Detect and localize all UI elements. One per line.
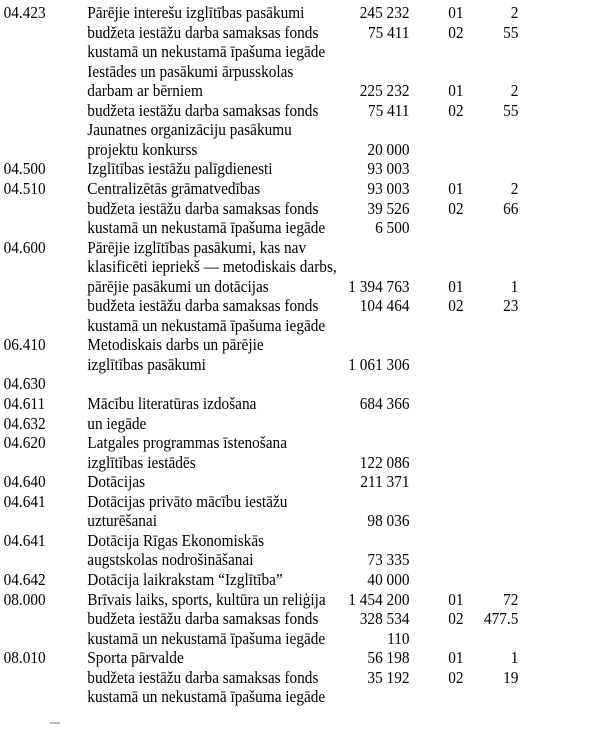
row-column-1: 01 (448, 648, 464, 668)
row-code: 08.010 (3, 648, 46, 668)
row-column-2: 72 (503, 589, 519, 609)
row-description: Sporta pārvalde (87, 648, 184, 668)
row-amount: 211 371 (360, 472, 410, 492)
row-column-1: 01 (448, 589, 464, 609)
table-row (0, 667, 540, 688)
table-row (0, 256, 540, 277)
row-description: budžeta iestāžu darba samaksas fonds (87, 22, 319, 42)
table-row (0, 647, 540, 668)
table-row (0, 119, 540, 140)
row-description: uzturēšanai (87, 511, 157, 531)
table-row (0, 276, 540, 297)
row-amount: 35 192 (367, 667, 410, 687)
row-description: budžeta iestāžu darba samaksas fonds (87, 667, 319, 687)
scan-mark (50, 722, 60, 724)
row-description: darbam ar bērniem (87, 81, 203, 101)
row-column-2: 55 (503, 100, 519, 120)
row-amount: 122 086 (359, 452, 410, 472)
row-description: kustamā un nekustamā īpašuma iegāde (87, 218, 326, 238)
row-code: 04.600 (3, 237, 46, 257)
row-description: Latgales programmas īstenošana (87, 433, 287, 453)
row-amount: 75 411 (367, 100, 410, 120)
row-column-1: 02 (448, 22, 464, 42)
row-description: Pārējie interešu izglītības pasākumi (87, 3, 305, 22)
row-amount: 93 003 (367, 159, 410, 179)
table-row (0, 237, 540, 258)
row-description: Metodiskais darbs un pārējie (87, 335, 264, 355)
table-row (0, 334, 540, 355)
row-column-2: 2 (510, 3, 519, 22)
row-description: kustamā un nekustamā īpašuma iegāde (87, 315, 326, 335)
row-code: 08.000 (3, 589, 46, 609)
row-description: budžeta iestāžu darba samaksas fonds (87, 198, 319, 218)
table-row (0, 491, 540, 512)
row-code: 04.632 (3, 413, 46, 433)
row-amount: 1 394 763 (348, 276, 410, 296)
row-amount: 75 411 (367, 22, 410, 42)
row-description: klasificēti iepriekš — metodiskais darbs, (87, 257, 337, 277)
row-code: 04.500 (3, 159, 46, 179)
row-description: projektu konkurss (87, 139, 198, 159)
row-code: 04.611 (3, 394, 46, 413)
row-column-2: 2 (510, 178, 519, 198)
table-row (0, 471, 540, 492)
row-column-1: 02 (448, 667, 464, 687)
row-column-1: 01 (448, 178, 464, 198)
row-description: un iegāde (87, 413, 147, 433)
table-row (0, 569, 540, 590)
row-description: kustamā un nekustamā īpašuma iegāde (87, 42, 326, 62)
row-column-2: 55 (503, 22, 519, 42)
row-amount: 245 232 (359, 3, 410, 22)
row-column-2: 23 (503, 296, 519, 316)
row-description: Izglītības iestāžu palīgdienesti (87, 159, 273, 179)
row-column-1: 01 (448, 3, 464, 22)
row-code: 04.423 (3, 3, 46, 22)
table-row (0, 393, 540, 414)
row-description: pārējie pasākumi un dotācijas (87, 276, 269, 296)
row-description: kustamā un nekustamā īpašuma iegāde (87, 628, 326, 648)
table-row (0, 373, 540, 394)
row-amount: 20 000 (367, 139, 410, 159)
row-column-2: 1 (510, 276, 519, 296)
row-amount: 39 526 (367, 198, 410, 218)
row-code: 04.640 (3, 472, 46, 492)
table-row (0, 2, 540, 23)
row-description: izglītības pasākumi (87, 354, 206, 374)
row-amount: 328 534 (359, 609, 410, 629)
table-row (0, 315, 540, 336)
row-amount: 225 232 (359, 81, 410, 101)
row-description: Centralizētās grāmatvedības (87, 178, 261, 198)
row-code: 04.642 (3, 569, 46, 589)
row-description: budžeta iestāžu darba samaksas fonds (87, 296, 319, 316)
table-row (0, 295, 540, 316)
row-description: izglītības iestādēs (87, 452, 196, 472)
row-column-2: 19 (503, 667, 519, 687)
row-description: Mācību literatūras izdošana (87, 394, 257, 413)
row-amount: 93 003 (367, 178, 410, 198)
row-description: Dotācijas (87, 472, 146, 492)
row-description: Dotācijas privāto mācību iestāžu (87, 491, 288, 511)
row-description: budžeta iestāžu darba samaksas fonds (87, 100, 319, 120)
row-code: 04.630 (3, 374, 46, 394)
row-description: kustamā un nekustamā īpašuma iegāde (87, 687, 326, 707)
row-column-2: 1 (510, 648, 519, 668)
table-row (0, 608, 540, 629)
row-description: Iestādes un pasākumi ārpusskolas (87, 61, 294, 81)
table-row (0, 354, 540, 375)
row-amount: 104 464 (359, 296, 410, 316)
row-amount: 6 500 (375, 218, 410, 238)
table-row (0, 217, 540, 238)
row-description: augstskolas nodrošināšanai (87, 550, 254, 570)
row-amount: 1 061 306 (348, 354, 410, 374)
table-row (0, 80, 540, 101)
table-row (0, 158, 540, 179)
table-row (0, 549, 540, 570)
table-row (0, 178, 540, 199)
row-code: 06.410 (3, 335, 46, 355)
row-column-1: 02 (448, 198, 464, 218)
table-row (0, 432, 540, 453)
row-code: 04.641 (3, 491, 46, 511)
table-row (0, 41, 540, 62)
table-row (0, 61, 540, 82)
row-code: 04.641 (3, 530, 46, 550)
row-column-1: 02 (448, 609, 464, 629)
table-row (0, 589, 540, 610)
row-column-1: 02 (448, 296, 464, 316)
row-column-2: 2 (510, 81, 519, 101)
row-column-1: 02 (448, 100, 464, 120)
row-description: budžeta iestāžu darba samaksas fonds (87, 609, 319, 629)
table-row (0, 22, 540, 43)
row-description: Dotācija laikrakstam “Izglītība” (87, 569, 283, 589)
row-column-1: 01 (448, 81, 464, 101)
row-amount: 73 335 (367, 550, 410, 570)
table-row (0, 452, 540, 473)
table-row (0, 530, 540, 551)
row-description: Pārējie izglītības pasākumi, kas nav (87, 237, 307, 257)
table-row (0, 628, 540, 649)
row-code: 04.510 (3, 178, 46, 198)
row-code: 04.620 (3, 433, 46, 453)
row-column-2: 477.5 (483, 609, 519, 629)
table-row (0, 198, 540, 219)
row-description: Brīvais laiks, sports, kultūra un reliģija (87, 589, 326, 609)
row-amount: 1 454 200 (348, 589, 410, 609)
row-amount: 98 036 (367, 511, 410, 531)
row-column-1: 01 (448, 276, 464, 296)
row-amount: 684 366 (359, 394, 410, 413)
table-row (0, 100, 540, 121)
table-row (0, 686, 540, 707)
row-amount: 40 000 (367, 569, 410, 589)
row-column-2: 66 (503, 198, 519, 218)
table-row (0, 413, 540, 434)
row-description: Dotācija Rīgas Ekonomiskās (87, 530, 265, 550)
row-description: Jaunatnes organizāciju pasākumu (87, 120, 292, 140)
row-amount: 110 (387, 628, 410, 648)
table-row (0, 139, 540, 160)
table-row (0, 510, 540, 531)
row-amount: 56 198 (367, 648, 410, 668)
